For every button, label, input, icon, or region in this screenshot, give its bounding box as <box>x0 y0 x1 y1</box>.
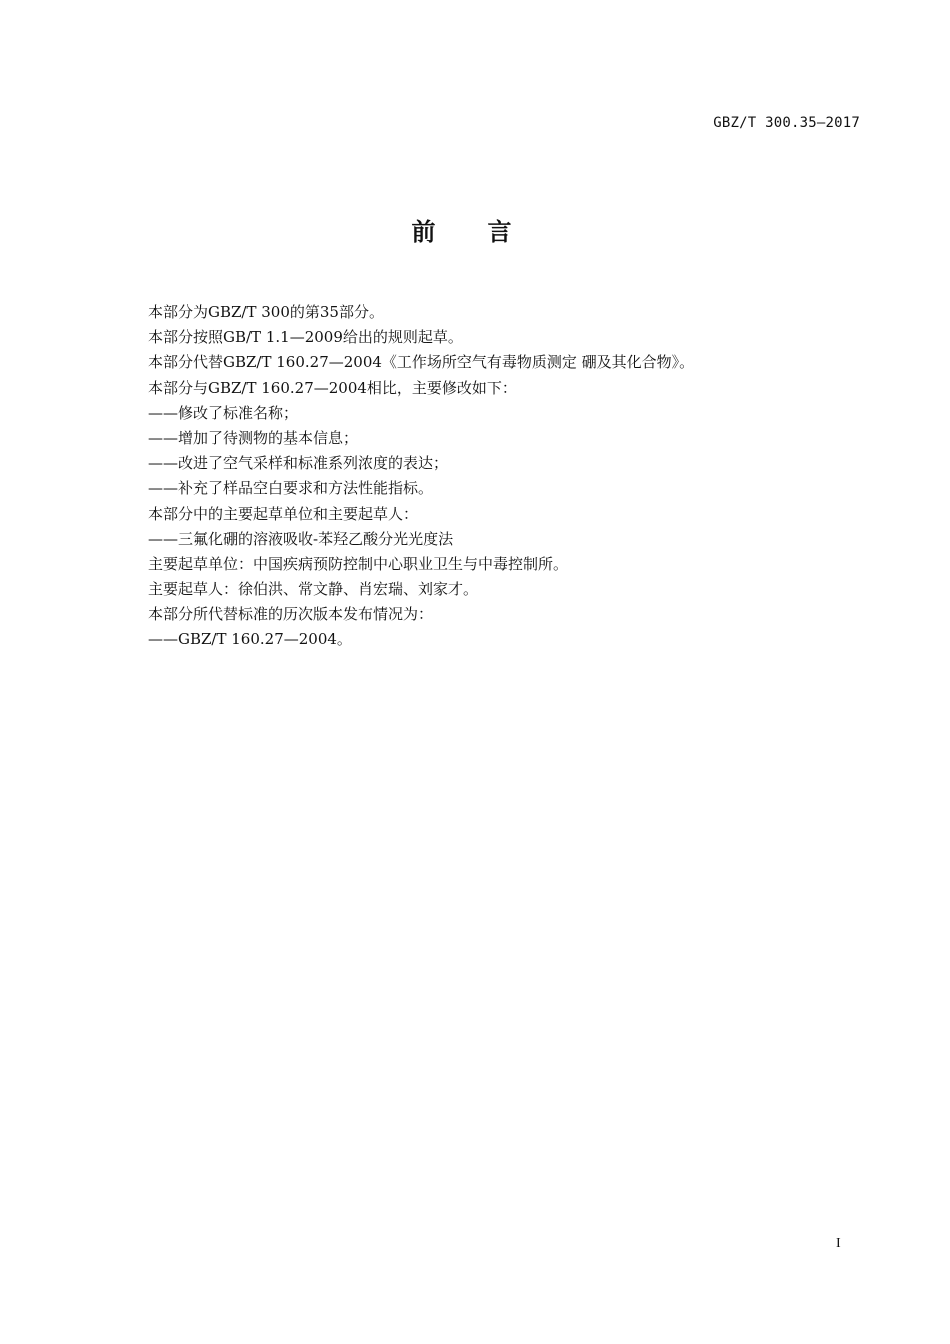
foreword-line: 本部分中的主要起草单位和主要起草人： <box>148 504 419 523</box>
foreword-line: 本部分与GBZ/T 160.27—2004相比，主要修改如下： <box>148 378 517 397</box>
foreword-line: 本部分代替GBZ/T 160.27—2004《工作场所空气有毒物质测定 硼及其化合物》。 <box>148 353 695 372</box>
version-item: ——GBZ/T 160.27—2004。 <box>148 630 352 649</box>
foreword-line: 本部分按照GB/T 1.1—2009给出的规则起草。 <box>148 328 463 347</box>
page-number: I <box>836 1236 841 1251</box>
change-item: ——修改了标准名称； <box>148 403 299 422</box>
foreword-line: 本部分所代替标准的历次版本发布情况为： <box>148 605 434 624</box>
change-item: ——增加了待测物的基本信息； <box>148 428 359 447</box>
drafting-unit: 主要起草单位：中国疾病预防控制中心职业卫生与中毒控制所。 <box>148 554 569 573</box>
foreword-body <box>148 300 868 653</box>
foreword-line: 本部分为GBZ/T 300的第35部分。 <box>148 303 384 321</box>
change-item: ——改进了空气采样和标准系列浓度的表达； <box>148 454 449 473</box>
change-item: ——补充了样品空白要求和方法性能指标。 <box>148 479 434 498</box>
drafters: 主要起草人：徐伯洪、常文静、肖宏瑞、刘家才。 <box>148 580 479 599</box>
page-title: 前言 <box>411 218 564 246</box>
standard-code: GBZ/T 300.35—2017 <box>713 115 860 131</box>
method-item: ——三氟化硼的溶液吸收-苯羟乙酸分光光度法 <box>148 529 454 548</box>
